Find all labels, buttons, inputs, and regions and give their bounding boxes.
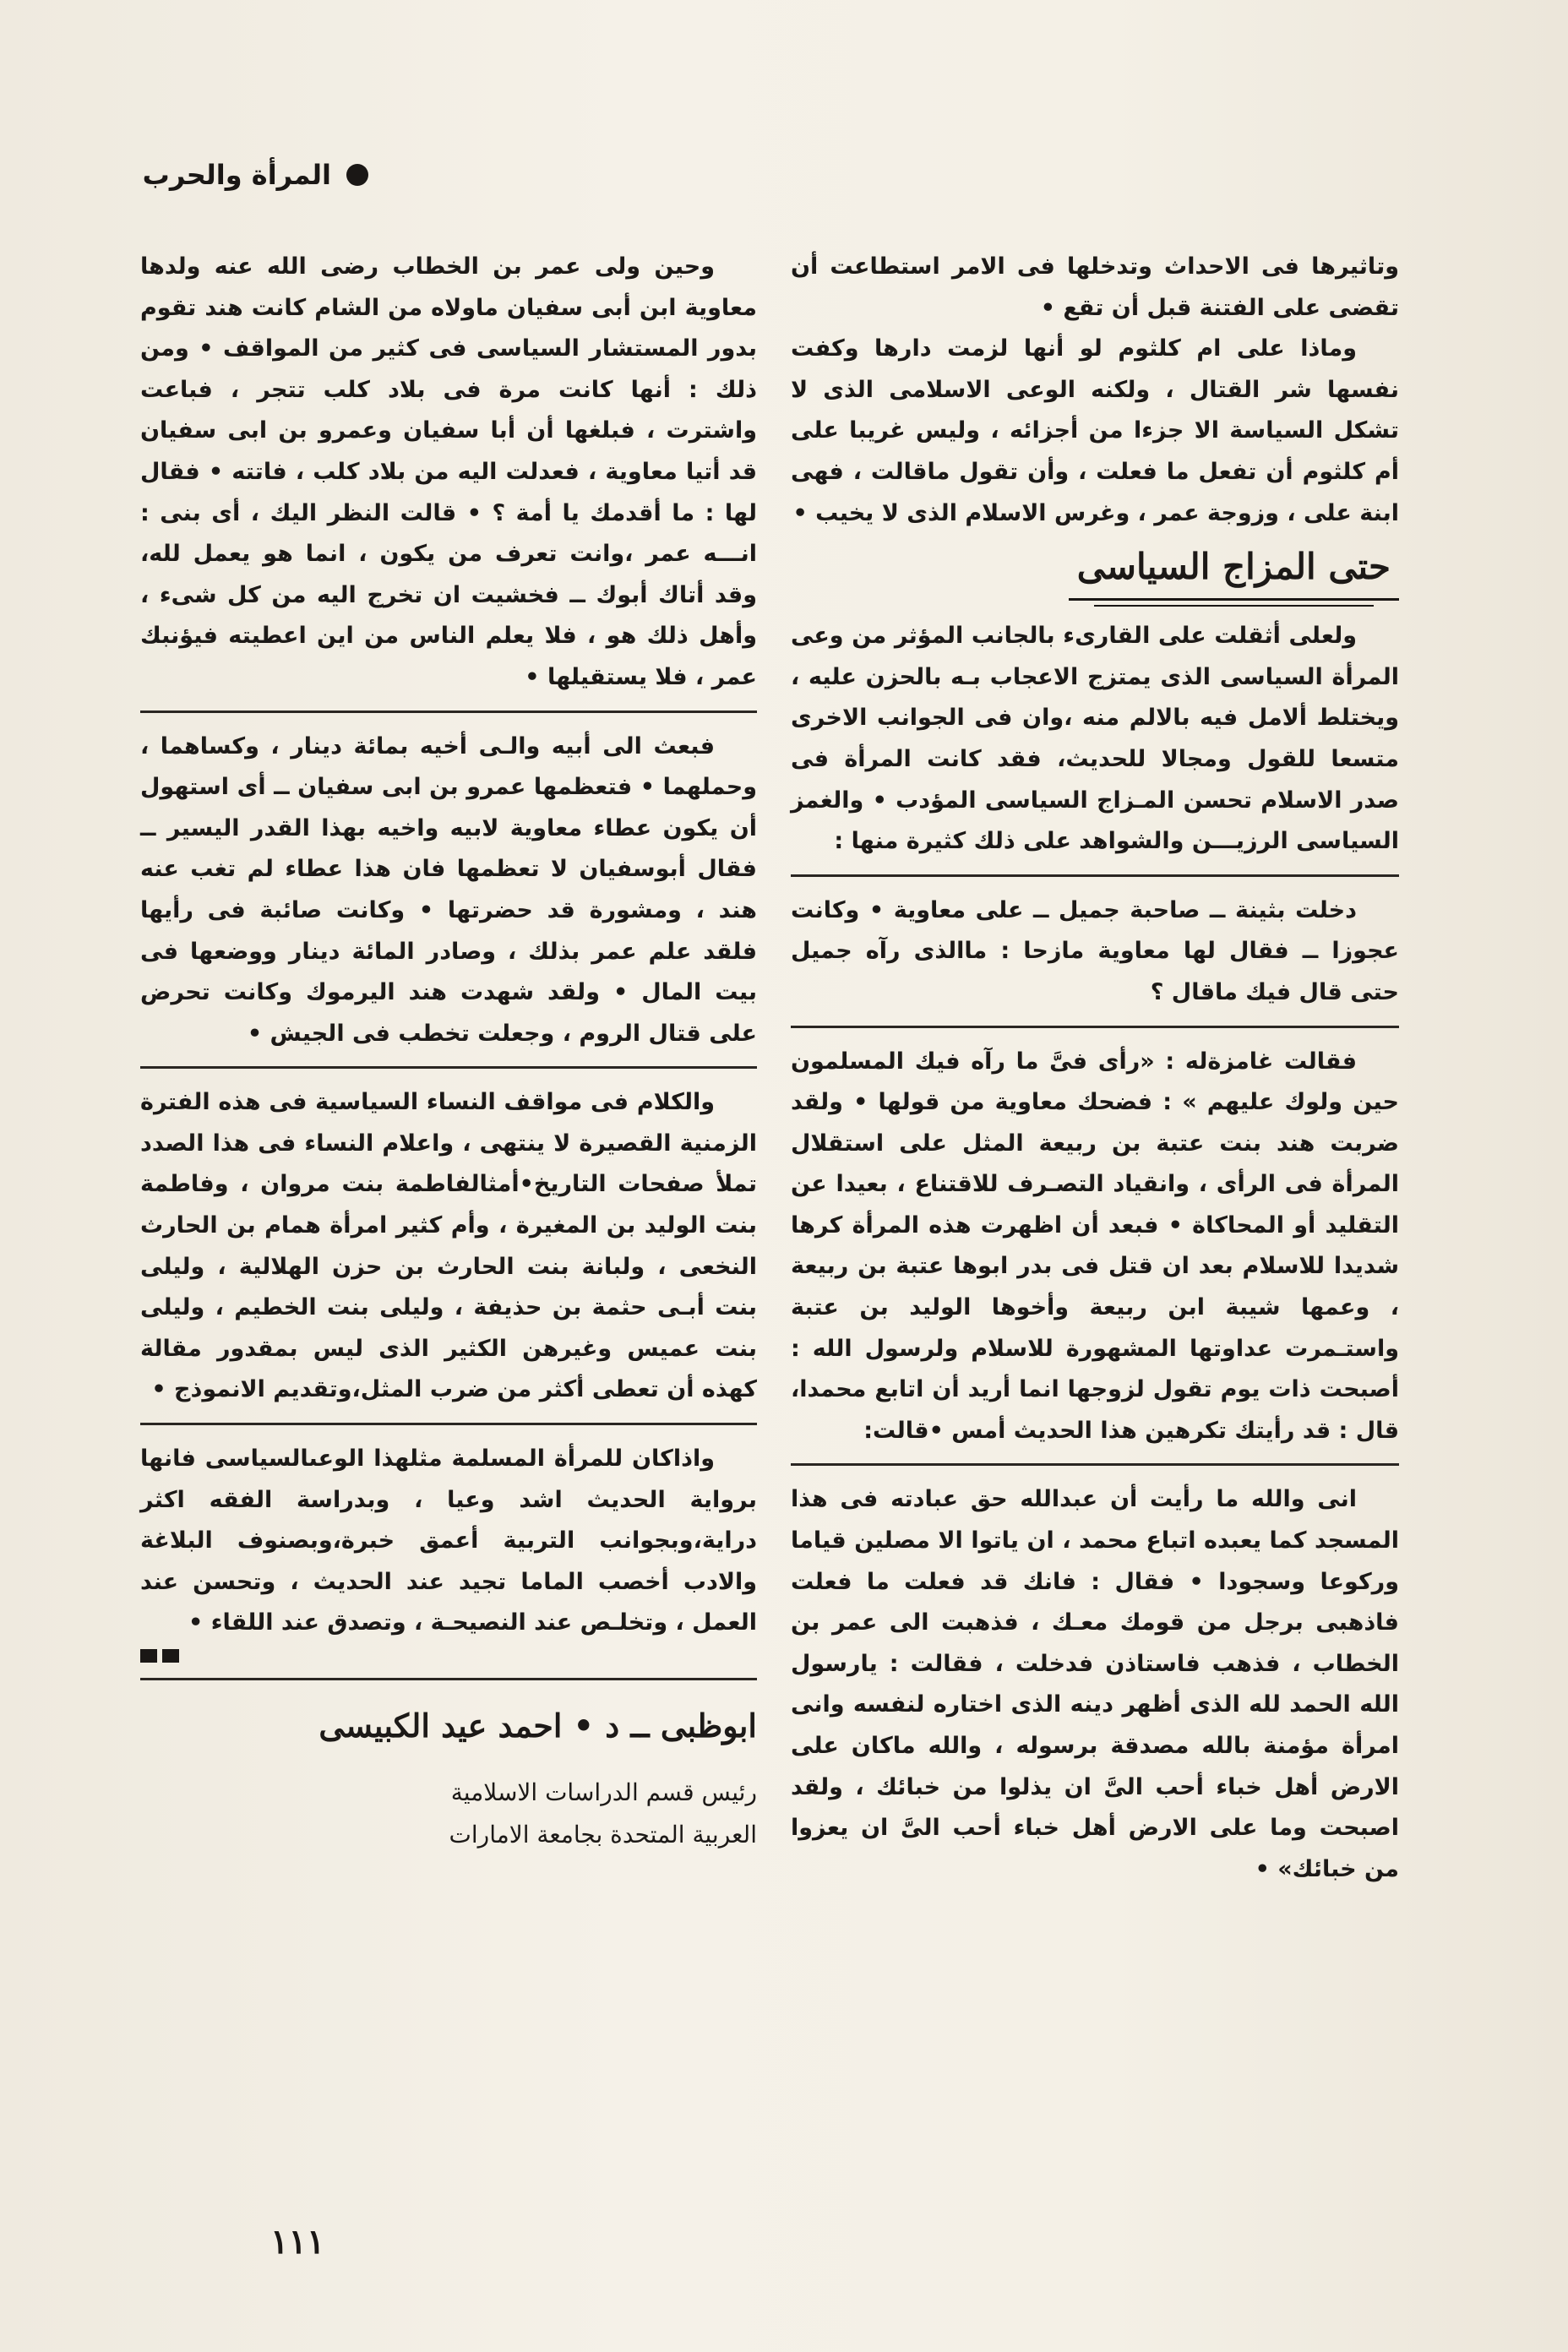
affiliation-line: العربية المتحدة بجامعة الامارات [449, 1821, 757, 1848]
end-marks [140, 1649, 757, 1663]
end-square-icon [140, 1649, 157, 1663]
page-number: ١١١ [270, 2222, 325, 2262]
paragraph: والكلام فى مواقف النساء السياسية فى هذه الفترة الزمنية القصيرة لا ينتهى ، واعلام النساء فى هذا الصدد تملأ صفحات التاريخ•أمثالفاطمة بنت مروان ، وفاطمة بنت الوليد بن المغيرة ، وأم كثير امرأة همام بن الحارث النخعى ، ولبانة بنت الحارث بن حزن الهلالية ، وليلى بنت أبـى حثمة بن حذيفة ، وليلى بنت الخطيم ، وليلى بنت عميس وغيرهن الكثير الذى ليس بمقدور مقالة كهذه أن تعطى أكثر من ضرب المثل،وتقديم الانموذج • [140, 1089, 757, 1403]
end-square-icon [162, 1649, 179, 1663]
divider [791, 1463, 1399, 1466]
paragraph: وتاثيرها فى الاحداث وتدخلها فى الامر استطاعت أن تقضى على الفتنة قبل أن تقع • [791, 253, 1399, 321]
paragraph: ولعلى أثقلت على القارىء بالجانب المؤثر من وعى المرأة السياسى الذى يمتزج الاعجاب بـه بالحزن عليه ، ويختلط ألامل فيه بالالم منه ،وان فى الجوانب الاخرى متسعا للقول ومجالا للحديث، فقد كانت المرأة فى صدر الاسلام تحسن المـزاج السياسى المؤدب • والغمز السياسى الرزيـــن والشواهد على ذلك كثيرة منها : [791, 623, 1399, 855]
section-label: المرأة والحرب [142, 159, 331, 191]
right-column [791, 247, 1399, 1890]
left-column [140, 247, 757, 1856]
bullet-icon [346, 164, 368, 186]
subheading-wrap [791, 541, 1399, 601]
paragraph: واذاكان للمرأة المسلمة مثلهذا الوعىالسياسى فانها برواية الحديث اشد وعيا ، وبدراسة الفقه اكثر دراية،وبجوانب التربية أعمق خبرة،وبصنوف البلاغة والادب أخصب الماما تجيد عند الحديث ، وتحسن عند العمل ، وتخلـص عند النصيحـة ، وتصدق عند اللقاء • [140, 1446, 757, 1636]
author-signature: ابوظبى ــ د • احمد عيد الكبيسى [318, 1707, 757, 1745]
paragraph: انى والله ما رأيت أن عبدالله حق عبادته فى هذا المسجد كما يعبده اتباع محمد ، ان ياتوا الا مصلين قياما وركوعا وسجودا • فقال : فانك قد فعلت ما فعلت فاذهبى برجل من قومك معـك ، فذهبت الى عمر بن الخطاب ، فذهب فاستاذن فدخلت ، فقالت : يارسول الله الحمد لله الذى أظهر دينه الذى اختاره لنفسه وانى امرأة مؤمنة بالله مصدقة برسوله ، والله ماكان على الارض أهل خباء أحب الىَّ ان يذلوا من خبائك ، ولقد اصبحت وما على الارض أهل خباء أحب الىَّ ان يعزوا من خبائك» • [791, 1486, 1399, 1882]
paragraph: وحين ولى عمر بن الخطاب رضى الله عنه ولدها معاوية ابن أبى سفيان ماولاه من الشام كانت هند تقوم بدور المستشار السياسى فى كثير من المواقف • ومن ذلك : أنها كانت مرة فى بلاد كلب تتجر ، فباعت واشترت ، فبلغها أن أبا سفيان وعمرو بن ابى سفيان قد أتيا معاوية ، فعدلت اليه من بلاد كلب ، فاتته • فقال لها : ما أقدمك يا أمة ؟ • قالت النظر اليك ، أى بنى : انـــه عمر ،وانت تعرف من يكون ، انما هو يعمل لله، وقد أتاك أبوك ــ فخشيت ان تخرج اليه من كل شىء ، وأهل ذلك هو ، فلا يعلم الناس من اين اعطيته فيؤنبك عمر ، فلا يستقيلها • [140, 253, 757, 690]
paragraph: دخلت بثينة ــ صاحبة جميل ــ على معاوية • وكانت عجوزا ــ فقال لها معاوية مازحا : ماالذى رآه جميل حتى قال فيك ماقال ؟ [791, 896, 1399, 1005]
paragraph: فبعث الى أبيه والـى أخيه بمائة دينار ، وكساهما ، وحملهما • فتعظمها عمرو بن ابى سفيان ــ أى استهول أن يكون عطاء معاوية لابيه واخيه بهذا القدر اليسير ــ فقال أبوسفيان لا تعظمها فان هذا عطاء لم تغب عنه هند ، ومشورة قد حضرتها • وكانت صائبة فى رأيها فلقد علم عمر بذلك ، وصادر المائة دينار ووضعها فى بيت المال • ولقد شهدت هند اليرموك وكانت تحرض على قتال الروم ، وجعلت تخطب فى الجيش • [140, 732, 757, 1047]
subheading: حتى المزاج السياسى [1069, 541, 1399, 601]
divider [140, 710, 757, 713]
section-header [143, 159, 368, 191]
author-affiliation [140, 1772, 757, 1856]
divider [140, 1066, 757, 1069]
divider [791, 874, 1399, 877]
affiliation-line: رئيس قسم الدراسات الاسلامية [450, 1778, 757, 1806]
paragraph: فقالت غامزةله : «رأى فىَّ ما رآه فيك المسلمون حين ولوك عليهم » : فضحك معاوية من قولها • ولقد ضربت هند بنت عتبة بن ربيعة المثل على استقلال المرأة فى الرأى ، وانقياد التصـرف للاقتناع ، بعيدا عن التقليد أو المحاكاة • فبعد أن اظهرت هذه المرأة كرها شديدا للاسلام بعد ان قتل فى بدر ابوها عتبة بن ربيعة ، وعمها شيبة ابن ربيعة وأخوها الوليد بن عتبة واستـمرت عداوتها المشهورة للاسلام ولرسول الله : أصبحت ذات يوم تقول لزوجها انما أريد أن اتابع محمدا، قال : قد رأيتك تكرهين هذا الحديث أمس •قالت: [791, 1048, 1399, 1444]
divider [140, 1423, 757, 1425]
divider [140, 1678, 757, 1680]
paragraph: وماذا على ام كلثوم لو أنها لزمت دارها وكفت نفسها شر القتال ، ولكنه الوعى الاسلامى الذى لا تشكل السياسة الا جزءا من أجزائه ، وليس غريبا على أم كلثوم أن تفعل ما فعلت ، وأن تقول ماقالت ، فهى ابنة على ، وزوجة عمر ، وغرس الاسلام الذى لا يخيب • [791, 335, 1399, 526]
divider [791, 1026, 1399, 1028]
